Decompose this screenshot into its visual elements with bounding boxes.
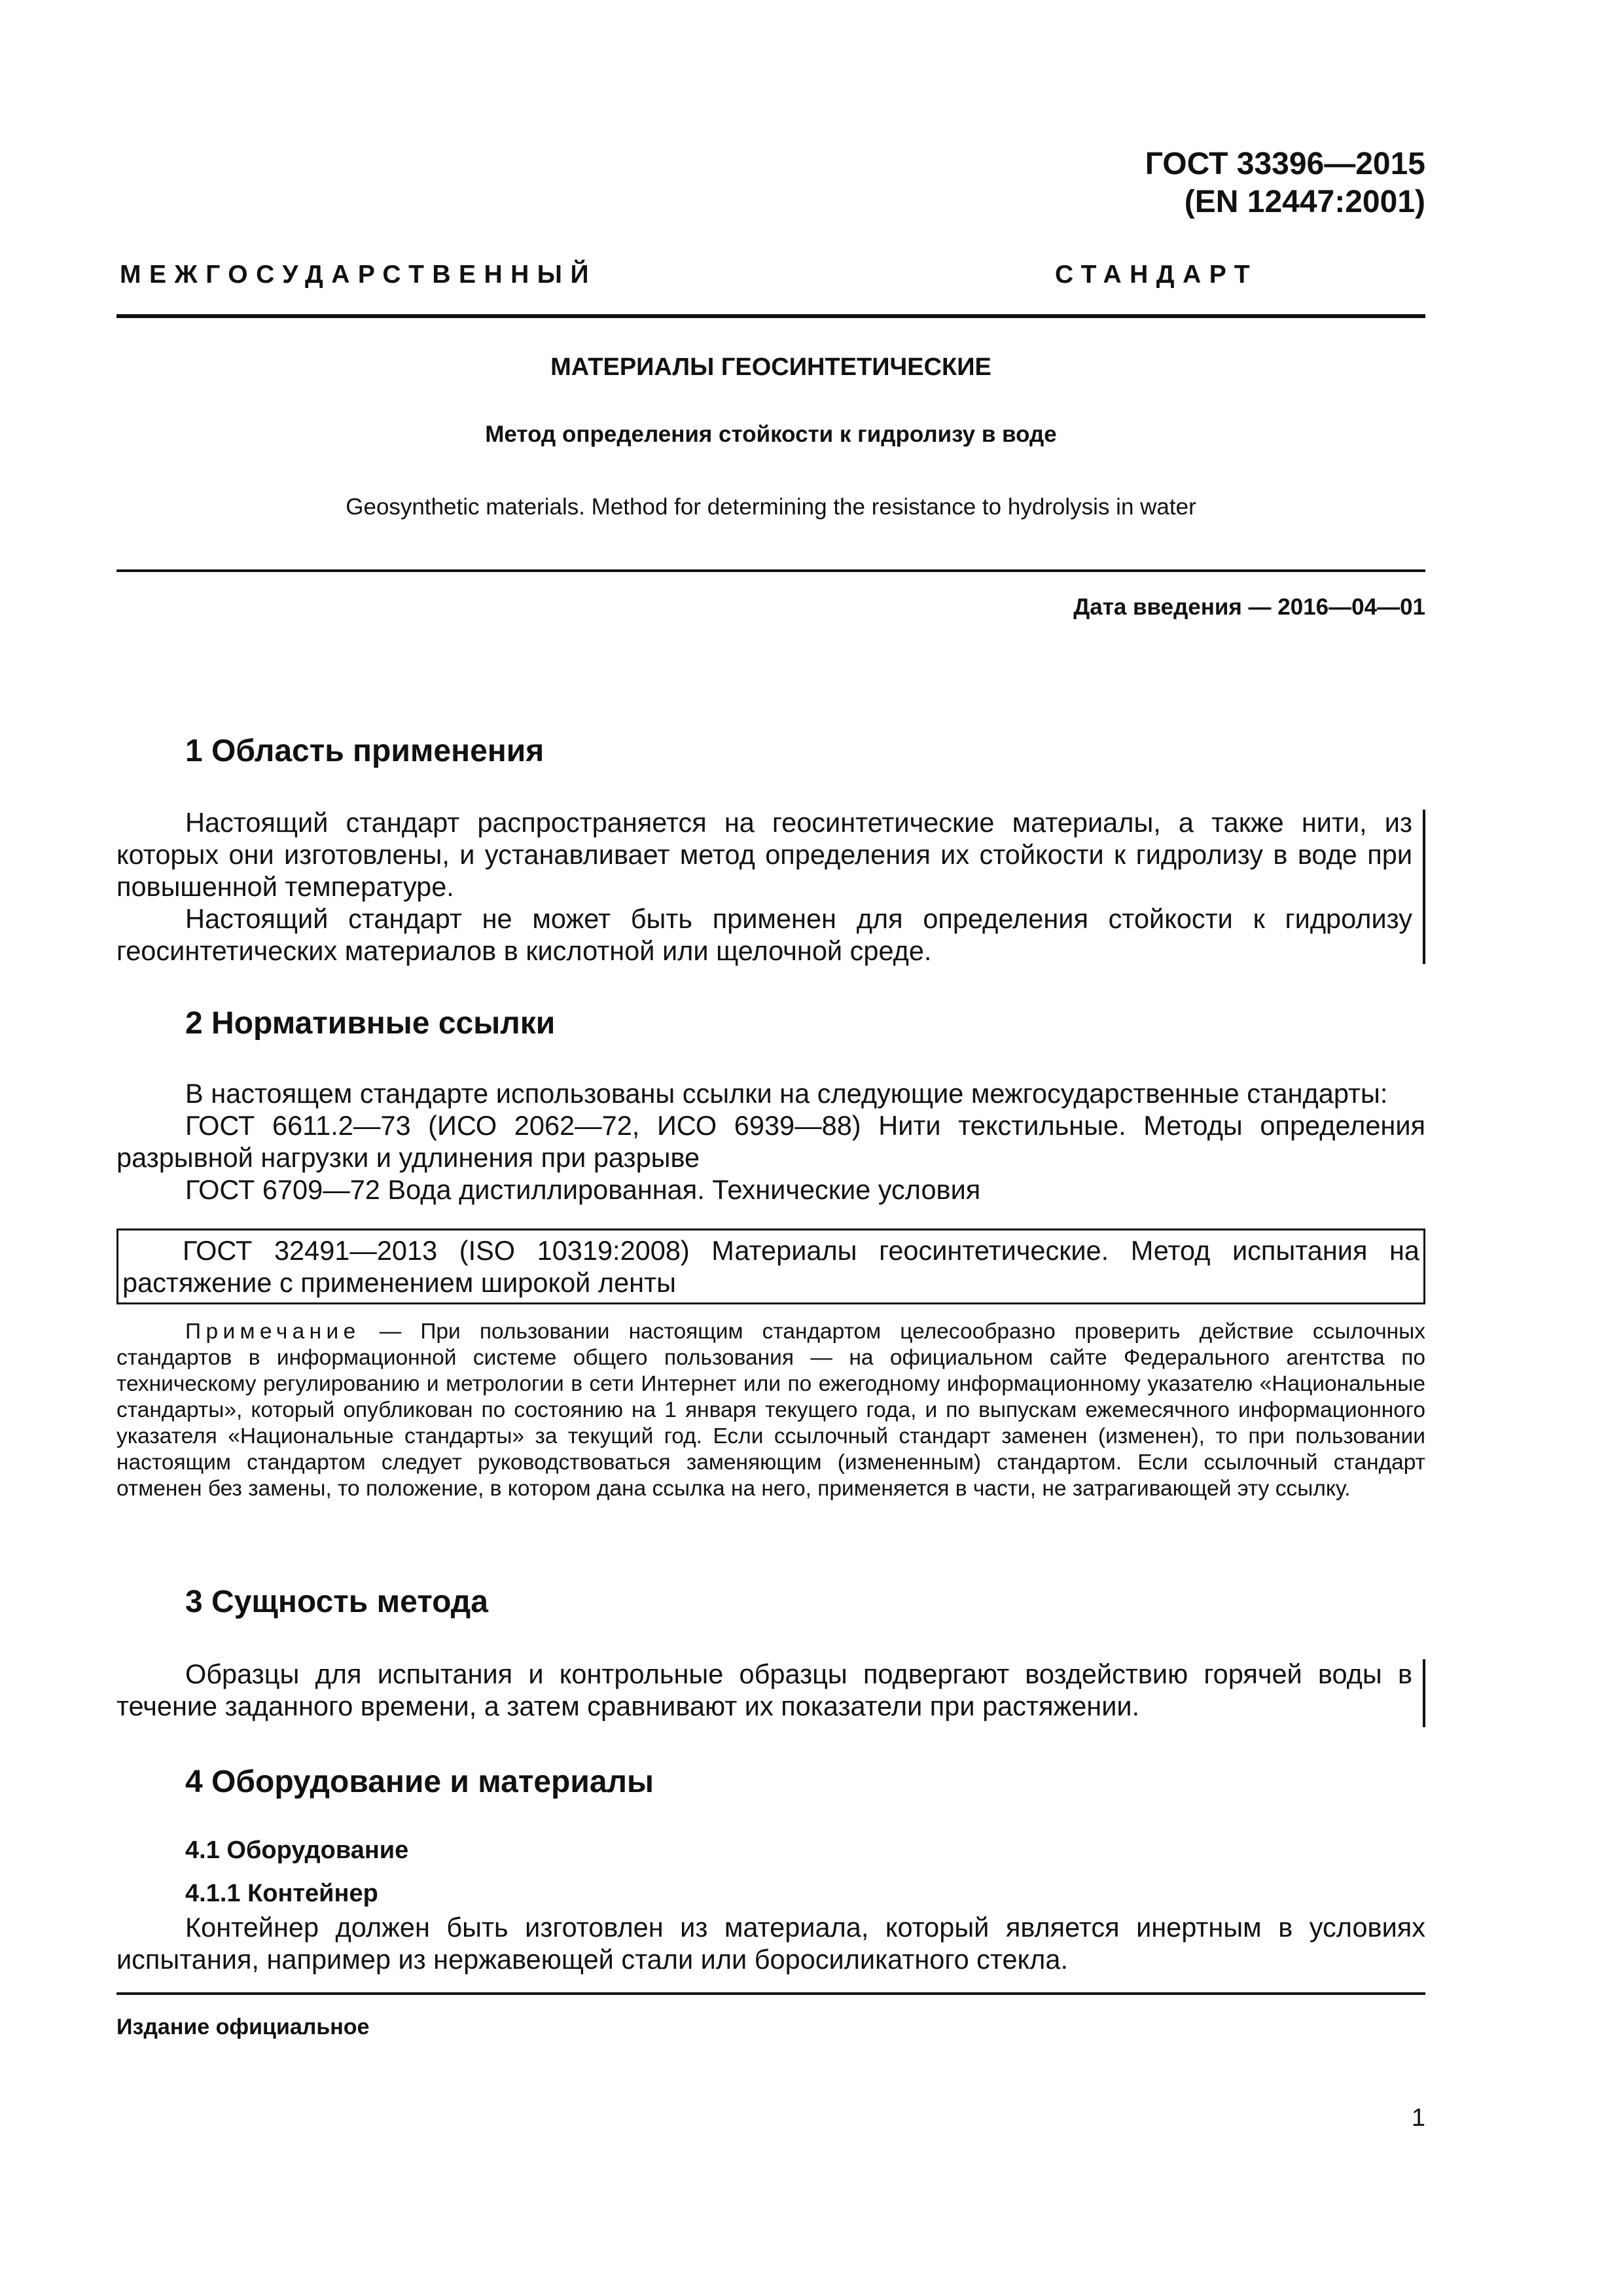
- section-4-heading: 4 Оборудование и материалы: [185, 1765, 654, 1799]
- section-2-reference-6611: ГОСТ 6611.2—73 (ИСО 2062—72, ИСО 6939—88) Нити текстильные. Методы определения разрывной нагрузки и удлинения при разрыве: [116, 1110, 1425, 1173]
- section-2-paragraph-1: В настоящем стандарте использованы ссылки на следующие межгосударственные стандарты:: [185, 1078, 1388, 1109]
- note-text: — При пользовании настоящим стандартом целесообразно проверить действие ссылочных стандартов в информационной системе общего пользования — на официальном сайте Федерального агентства по техническому регулированию и метрологии в сети Интернет или по ежегодному информационному указателю «Национальные стандарты», который опубликован по состоянию на 1 января текущего года, и по выпускам ежемесячного информационного указателя «Национальные стандарты» за текущий год. Если ссылочный стандарт заменен (изменен), то при пользовании настоящим стандартом следует руководствоваться заменяющим (измененным) стандартом. Если ссылочный стандарт отменен без замены, то положение, в котором дана ссылка на него, применяется в части, не затрагивающей эту ссылку.: [116, 1319, 1425, 1501]
- section-2-heading: 2 Нормативные ссылки: [185, 1006, 556, 1041]
- title-sub: Метод определения стойкости к гидролизу в воде: [485, 422, 1057, 447]
- footer-rule: [116, 1992, 1425, 1995]
- section-2-reference-32491: ГОСТ 32491—2013 (ISO 10319:2008) Материалы геосинтетические. Метод испытания на растяжение с применением широкой ленты: [122, 1235, 1419, 1298]
- section-1-body: [116, 806, 1412, 967]
- section-1-paragraph-1: Настоящий стандарт распространяется на геосинтетические материалы, а также нити, из которых они изготовлены, и устанавливает метод определения их стойкости к гидролизу в воде при повышенной температуре.: [116, 807, 1412, 902]
- section-2-body: [116, 1077, 1425, 1206]
- page-number: 1: [1411, 2104, 1425, 2132]
- note-label: Примечание: [185, 1319, 361, 1344]
- section-4-body: [116, 1911, 1425, 1975]
- section-2-note: [116, 1319, 1425, 1502]
- intro-date: Дата введения — 2016—04—01: [1073, 594, 1425, 620]
- section-3-paragraph-1: Образцы для испытания и контрольные образцы подвергают воздействию горячей воды в течение заданного времени, а затем сравнивают их показатели при растяжении.: [116, 1659, 1412, 1721]
- section-2-reference-6709: ГОСТ 6709—72 Вода дистиллированная. Технические условия: [185, 1174, 981, 1205]
- doc-number: ГОСТ 33396—2015: [1145, 147, 1425, 181]
- change-bar-section-1: [1423, 810, 1425, 964]
- doc-equivalent: (EN 12447:2001): [1184, 185, 1425, 219]
- subsection-4-1-1-heading: 4.1.1 Контейнер: [185, 1880, 378, 1907]
- change-bar-section-3: [1423, 1659, 1425, 1727]
- section-3-heading: 3 Сущность метода: [185, 1585, 488, 1619]
- standard-type-right: СТАНДАРТ: [1055, 260, 1258, 289]
- section-3-body: [116, 1658, 1412, 1722]
- title-main: МАТЕРИАЛЫ ГЕОСИНТЕТИЧЕСКИЕ: [550, 353, 991, 381]
- section-2-reference-32491-box: [116, 1229, 1425, 1304]
- title-rule: [116, 569, 1425, 572]
- header-rule: [116, 314, 1425, 318]
- title-english: Geosynthetic materials. Method for determining the resistance to hydrolysis in water: [346, 494, 1196, 520]
- note-paragraph: [116, 1319, 1425, 1502]
- section-1-paragraph-2: Настоящий стандарт не может быть применен для определения стойкости к гидролизу геосинтетических материалов в кислотной или щелочной среде.: [116, 903, 1412, 966]
- standard-type-left: МЕЖГОСУДАРСТВЕННЫЙ: [120, 260, 597, 289]
- section-4-paragraph-1: Контейнер должен быть изготовлен из материала, который является инертным в условиях испытания, например из нержавеющей стали или боросиликатного стекла.: [116, 1912, 1425, 1975]
- edition-label: Издание официальное: [116, 2015, 370, 2039]
- section-1-heading: 1 Область применения: [185, 734, 544, 768]
- subsection-4-1-heading: 4.1 Оборудование: [185, 1837, 409, 1864]
